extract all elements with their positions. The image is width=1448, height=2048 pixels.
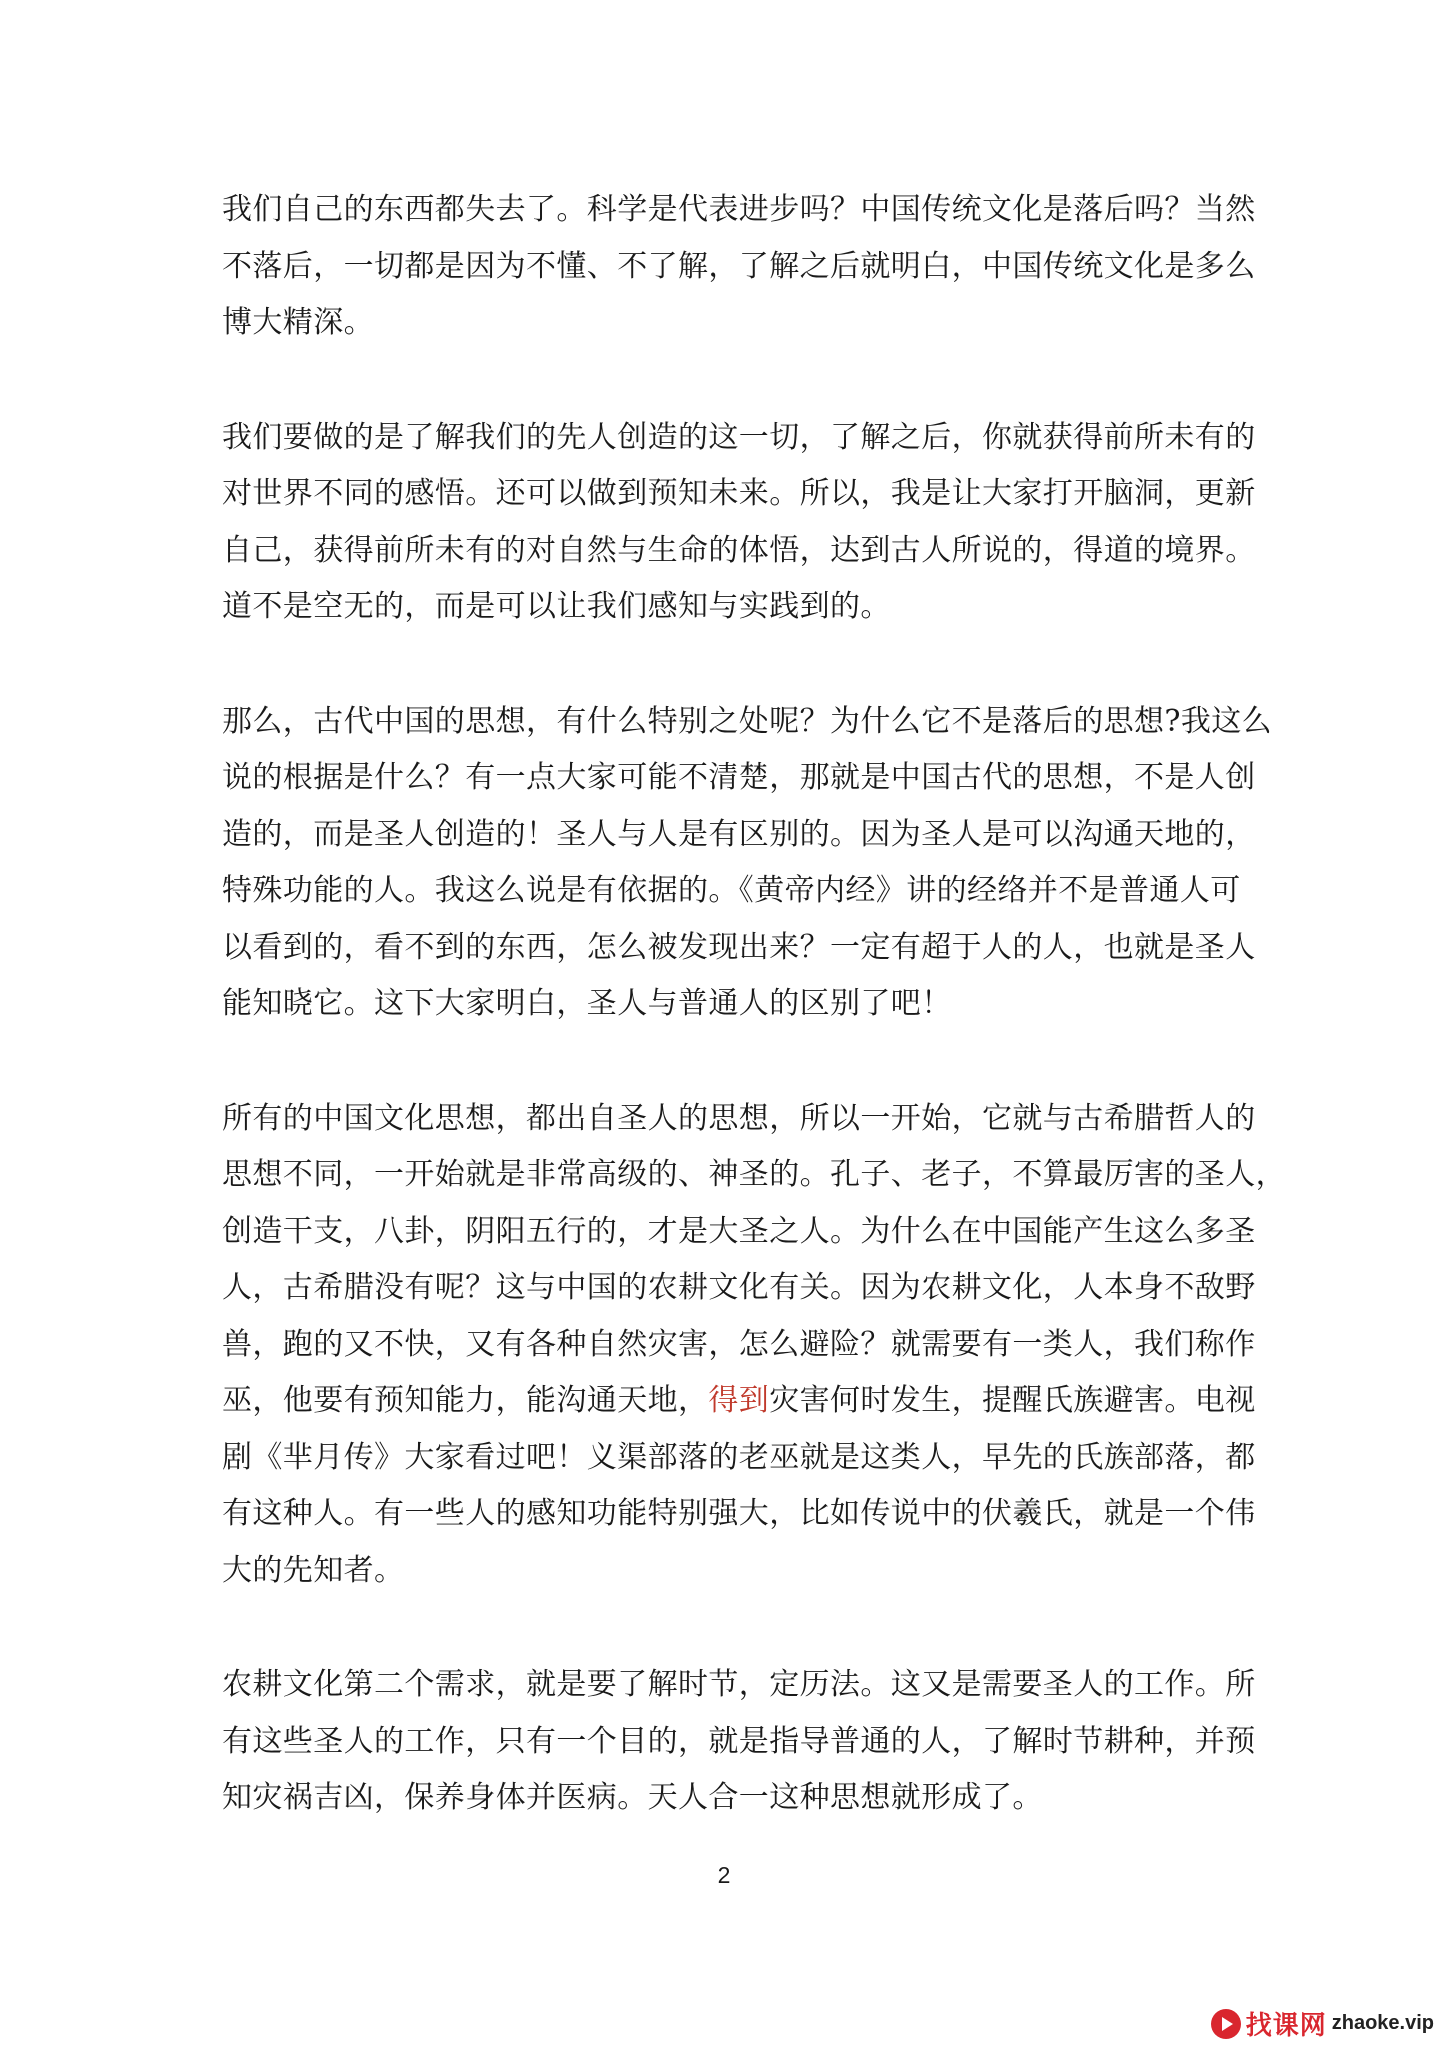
highlighted-text: 得到 [708,1383,770,1418]
text-line: 特殊功能的人。我这么说是有依据的。《黄帝内经》讲的经络并不是普通人可 [222,873,1241,908]
watermark [1211,2005,1434,2042]
paragraph-1 [222,182,1256,352]
text-line: 那么，古代中国的思想，有什么特别之处呢？为什么它不是落后的思想?我这么 [222,703,1273,739]
page-number: 2 [717,1862,731,1888]
text-line: 农耕文化第二个需求，就是要了解时节，定历法。这又是需要圣人的工作。所 [222,1667,1256,1702]
text-line: 思想不同，一开始就是非常高级的、神圣的。孔子、老子，不算最厉害的圣人， [222,1157,1286,1192]
text-line: 不落后，一切都是因为不懂、不了解，了解之后就明白，中国传统文化是多么 [222,248,1256,284]
play-icon [1211,2009,1241,2039]
text-line: 剧《芈月传》大家看过吧！义渠部落的老巫就是这类人，早先的氏族部落，都 [222,1439,1256,1475]
text-line: 我们自己的东西都失去了。科学是代表进步吗？中国传统文化是落后吗？当然 [222,192,1256,227]
text-line: 博大精深。 [222,305,374,340]
watermark-domain: zhaoke.vip [1331,2012,1434,2034]
watermark-name: 找课网 [1245,2010,1327,2040]
text-line: 对世界不同的感悟。还可以做到预知未来。所以，我是让大家打开脑洞，更新 [222,476,1256,511]
text-line: 知灾祸吉凶，保养身体并医病。天人合一这种思想就形成了。 [222,1780,1043,1815]
text-line: 创造干支，八卦，阴阳五行的，才是大圣之人。为什么在中国能产生这么多圣 [222,1213,1256,1249]
text-line: 大的先知者。 [222,1552,405,1588]
text-line: 所有的中国文化思想，都出自圣人的思想，所以一开始，它就与古希腊哲人的 [222,1100,1256,1136]
paragraph-4 [222,1091,1286,1600]
text-line: 人，古希腊没有呢？这与中国的农耕文化有关。因为农耕文化，人本身不敌野 [222,1270,1256,1305]
text-line: 有这些圣人的工作，只有一个目的，就是指导普通的人，了解时节耕种，并预 [222,1723,1256,1759]
text-line: 造的，而是圣人创造的！圣人与人是有区别的。因为圣人是可以沟通天地的， [222,816,1256,852]
text-segment: 灾害何时发生，提醒氏族避害。电视 [769,1383,1256,1418]
text-line-with-highlight [222,1373,1256,1430]
paragraph-3 [222,694,1273,1033]
document-body [222,182,1286,1827]
text-line: 能知晓它。这下大家明白，圣人与普通人的区别了吧！ [222,986,952,1021]
text-line: 自己，获得前所未有的对自然与生命的体悟，达到古人所说的，得道的境界。 [222,532,1256,568]
text-segment: 巫，他要有预知能力，能沟通天地， [222,1383,709,1418]
text-line: 以看到的，看不到的东西，怎么被发现出来？一定有超于人的人，也就是圣人 [222,929,1256,965]
text-line: 道不是空无的，而是可以让我们感知与实践到的。 [222,589,891,624]
text-line: 有这种人。有一些人的感知功能特别强大，比如传说中的伏羲氏，就是一个伟 [222,1496,1256,1531]
paragraph-5 [222,1657,1256,1827]
text-line: 说的根据是什么？有一点大家可能不清楚，那就是中国古代的思想，不是人创 [222,760,1256,795]
text-line: 我们要做的是了解我们的先人创造的这一切，了解之后，你就获得前所未有的 [222,419,1256,455]
paragraph-2 [222,410,1256,636]
text-line: 兽，跑的又不快，又有各种自然灾害，怎么避险？就需要有一类人，我们称作 [222,1326,1256,1362]
